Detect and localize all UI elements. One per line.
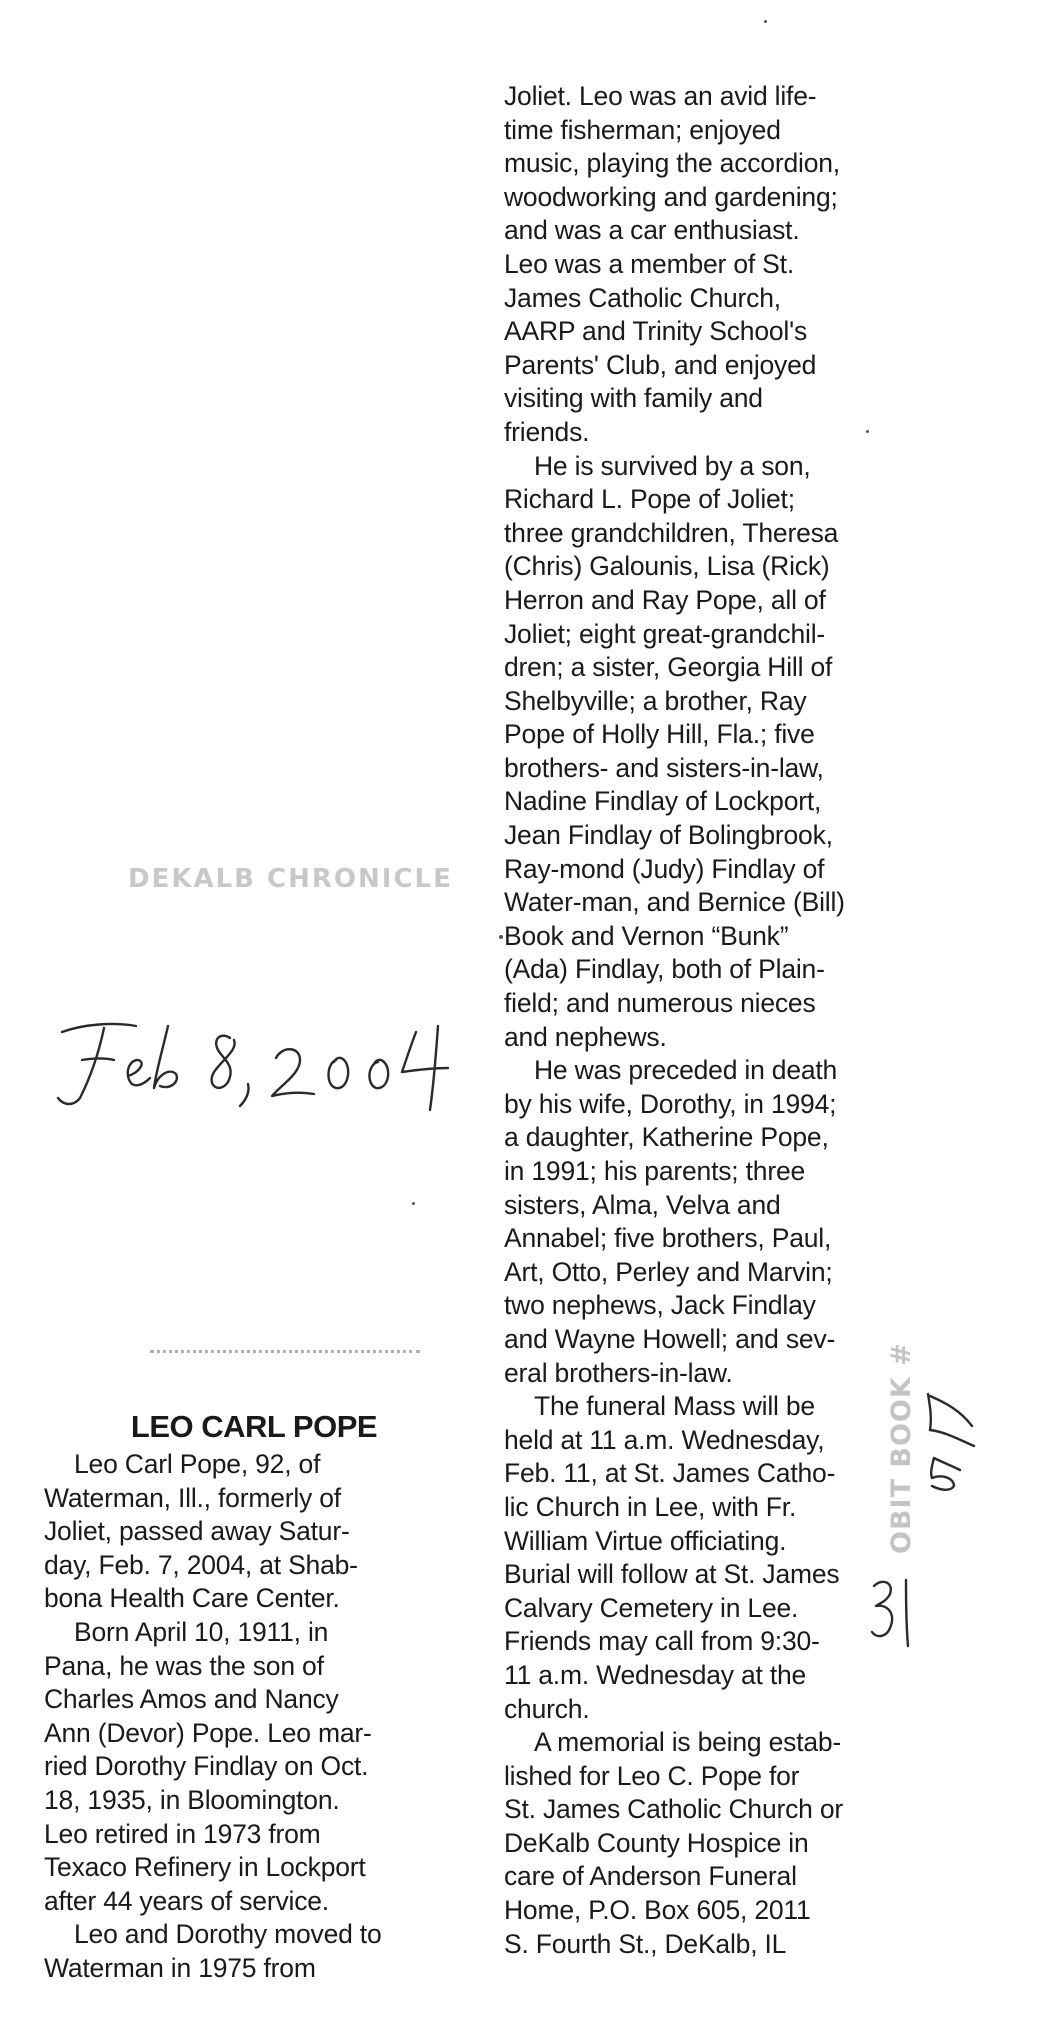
obituary-text-line: Charles Amos and Nancy	[44, 1684, 339, 1715]
obituary-text-line: Waterman in 1975 from	[44, 1952, 316, 1983]
handwritten-date	[44, 1002, 464, 1122]
scan-speck	[412, 1202, 415, 1205]
obituary-text-line: music, playing the accordion,	[504, 148, 840, 179]
obituary-text-line: friends.	[504, 416, 590, 447]
obituary-text-line: Home, P.O. Box 605, 2011	[504, 1895, 811, 1926]
obituary-text-line: He is survived by a son,	[534, 450, 811, 481]
obituary-text-line: two nephews, Jack Findlay	[504, 1290, 816, 1321]
obituary-text-line: Leo was a member of St.	[504, 248, 794, 279]
obituary-text-line: day, Feb. 7, 2004, at Shab-	[44, 1549, 358, 1580]
obituary-text-line: field; and numerous nieces	[504, 988, 816, 1019]
obituary-text-line: (Chris) Galounis, Lisa (Rick)	[504, 551, 830, 582]
obituary-text-line: Feb. 11, at St. James Catho-	[504, 1458, 836, 1489]
obituary-text-line: Parents' Club, and enjoyed	[504, 349, 817, 380]
obituary-text-line: sisters, Alma, Velva and	[504, 1189, 781, 1220]
obituary-text-line: Richard L. Pope of Joliet;	[504, 484, 795, 515]
obituary-text-line: The funeral Mass will be	[534, 1391, 815, 1422]
clipping-edge	[150, 1350, 420, 1357]
obituary-text-line: and nephews.	[504, 1021, 667, 1052]
obituary-text-line: Ann (Devor) Pope. Leo mar-	[44, 1717, 372, 1748]
obituary-text-line: Pana, he was the son of	[44, 1650, 324, 1681]
obituary-left-column	[44, 1408, 424, 1986]
obituary-text-line: Waterman, Ill., formerly of	[44, 1482, 341, 1513]
obituary-text-line: Joliet. Leo was an avid life-	[504, 81, 817, 111]
obituary-text-line: Ray-mond (Judy) Findlay of	[504, 853, 825, 884]
obituary-text-line: bona Health Care Center.	[44, 1583, 340, 1614]
obit-book-label: OBIT BOOK #	[886, 1342, 917, 1554]
obituary-text-line: woodworking and gardening;	[504, 181, 838, 212]
obituary-text-line: St. James Catholic Church or	[504, 1794, 844, 1825]
newspaper-stamp: DEKALB CHRONICLE	[128, 864, 453, 894]
obituary-text-line: Burial will follow at St. James	[504, 1559, 840, 1590]
obituary-text-line: Texaco Refinery in Lockport	[44, 1852, 366, 1883]
obituary-text-line: visiting with family and	[504, 383, 763, 414]
right-column-text	[504, 80, 894, 1961]
obituary-text-line: William Virtue officiating.	[504, 1525, 787, 1556]
obituary-text-line: Leo and Dorothy moved to	[74, 1919, 382, 1950]
obituary-text-line: Water-man, and Bernice (Bill)	[504, 887, 845, 918]
obituary-text-line: Born April 10, 1911, in	[74, 1616, 329, 1647]
scan-speck	[764, 20, 767, 23]
obituary-text-line: held at 11 a.m. Wednesday,	[504, 1424, 825, 1455]
obituary-text-line: DeKalb County Hospice in	[504, 1827, 809, 1858]
obituary-text-line: time fisherman; enjoyed	[504, 114, 781, 145]
obituary-text-line: in 1991; his parents; three	[504, 1156, 806, 1186]
scan-speck	[499, 935, 503, 939]
obituary-headline: LEO CARL POPE	[130, 1409, 378, 1444]
obituary-text-line: He was preceded in death	[534, 1055, 838, 1086]
obituary-text-line: ried Dorothy Findlay on Oct.	[44, 1751, 369, 1782]
obituary-text-line: care of Anderson Funeral	[504, 1861, 797, 1892]
obituary-right-column	[504, 80, 894, 1961]
obituary-text-line: Herron and Ray Pope, all of	[504, 584, 826, 615]
obituary-text-line: S. Fourth St., DeKalb, IL	[504, 1928, 787, 1959]
obituary-text-line: Leo Carl Pope, 92, of	[74, 1449, 321, 1479]
obituary-text-line: Shelbyville; a brother, Ray	[504, 685, 807, 716]
obituary-text-line: Joliet; eight great-grandchil-	[504, 618, 826, 649]
obituary-text-line: A memorial is being estab-	[534, 1727, 842, 1758]
obituary-text-line: James Catholic Church,	[504, 282, 781, 313]
obituary-text-line: Book and Vernon “Bunk”	[504, 920, 789, 951]
obituary-text-line: a daughter, Katherine Pope,	[504, 1122, 829, 1153]
obituary-text-line: 18, 1935, in Bloomington.	[44, 1784, 340, 1815]
left-column-text	[44, 1448, 424, 1986]
obituary-text-line: dren; a sister, Georgia Hill of	[504, 652, 833, 683]
obituary-text-line: (Ada) Findlay, both of Plain-	[504, 954, 825, 985]
handwritten-page-number	[868, 1574, 918, 1650]
obituary-text-line: by his wife, Dorothy, in 1994;	[504, 1088, 837, 1119]
obituary-text-line: Calvary Cemetery in Lee.	[504, 1592, 799, 1623]
obituary-text-line: Jean Findlay of Bolingbrook,	[504, 820, 833, 851]
obituary-text-line: church.	[504, 1693, 590, 1724]
obituary-text-line: 11 a.m. Wednesday at the	[504, 1659, 807, 1690]
handwritten-book-number	[920, 1386, 980, 1496]
obituary-text-line: AARP and Trinity School's	[504, 316, 807, 347]
obituary-text-line: lished for Leo C. Pope for	[504, 1760, 800, 1791]
obituary-text-line: after 44 years of service.	[44, 1885, 329, 1916]
obituary-text-line: and was a car enthusiast.	[504, 215, 800, 246]
obituary-text-line: Joliet, passed away Satur-	[44, 1516, 350, 1547]
obituary-text-line: brothers- and sisters-in-law,	[504, 752, 824, 783]
obituary-text-line: Leo retired in 1973 from	[44, 1818, 321, 1849]
obituary-text-line: Friends may call from 9:30-	[504, 1626, 820, 1657]
obituary-text-line: lic Church in Lee, with Fr.	[504, 1491, 797, 1522]
obituary-text-line: Nadine Findlay of Lockport,	[504, 786, 822, 817]
obituary-text-line: eral brothers-in-law.	[504, 1357, 733, 1388]
obituary-text-line: and Wayne Howell; and sev-	[504, 1323, 836, 1354]
scan-speck	[866, 430, 869, 433]
obituary-text-line: Pope of Holly Hill, Fla.; five	[504, 719, 815, 750]
obituary-text-line: Art, Otto, Perley and Marvin;	[504, 1256, 833, 1287]
obituary-text-line: Annabel; five brothers, Paul,	[504, 1223, 832, 1254]
obituary-text-line: three grandchildren, Theresa	[504, 517, 839, 548]
